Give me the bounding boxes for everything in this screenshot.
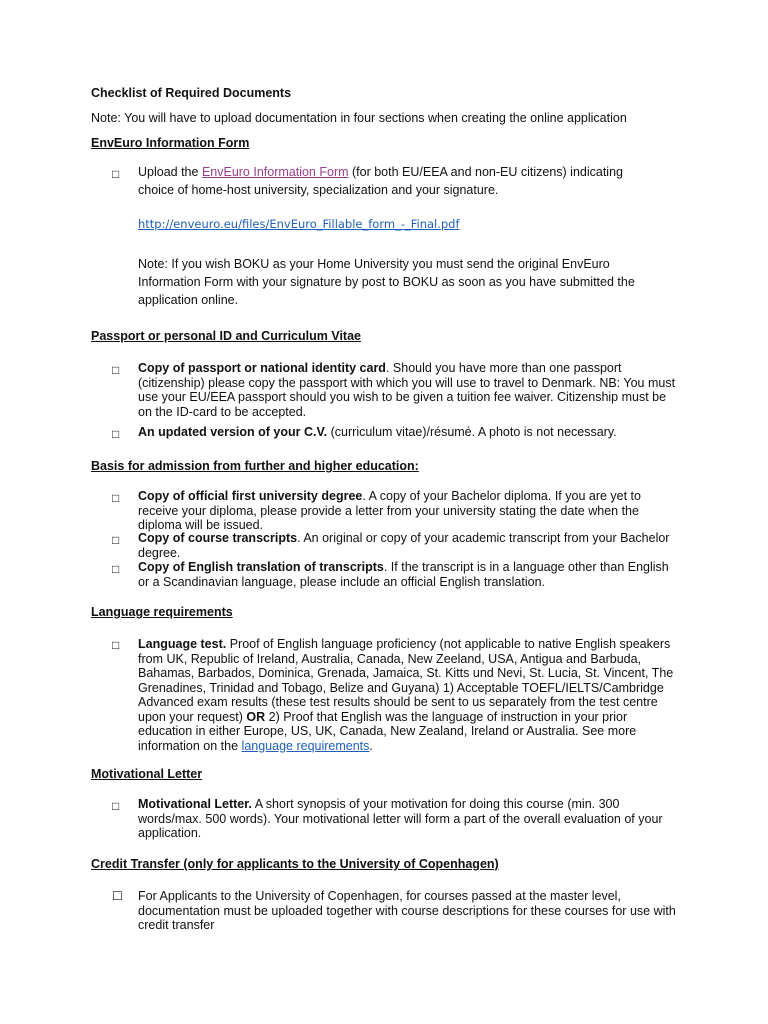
checkbox-icon: □	[112, 363, 120, 377]
list-item: Language test. Proof of English language proficiency (not applicable to native English speakers from UK, Republic of Ireland, Australia, Canada, New Zeeland, USA, Antigua and Barbuda, Bahamas, Barbados, Dominica, Grenada, Jamaica, St. Kitts und Nevi, St. Lucia, St. Vincent, The Grenadines, Trinidad and Tobago, Belize and Guyana) 1) Acceptable TOEFL/IELTS/Cambridge Advanced exam results (these test results should be sent to us separately from the test centre upon your request) OR 2) Proof that English was the language of instruction in your prior education in either Europe, US, UK, Canada, New Zealand, Ireland or Australia. See more information on the language requirements.	[138, 637, 674, 753]
section-heading-language: Language requirements	[91, 605, 233, 619]
section-heading-passport: Passport or personal ID and Curriculum Vitae	[91, 329, 361, 343]
checkbox-icon: □	[112, 167, 120, 181]
section-heading-enveuro: EnvEuro Information Form	[91, 136, 250, 150]
checkbox-icon: □	[112, 491, 120, 505]
section-heading-credit-transfer: Credit Transfer (only for applicants to the University of Copenhagen)	[91, 857, 499, 871]
checkbox-icon: □	[112, 427, 120, 441]
list-item: Copy of English translation of transcripts. If the transcript is in a language other than English or a Scandinavian language, please include an official English translation.	[138, 560, 669, 589]
section-heading-motivation: Motivational Letter	[91, 767, 203, 781]
list-item: Motivational Letter. A short synopsis of your motivation for doing this course (min. 300 words/max. 500 words). Your motivational letter will form a part of the overall evaluation of your application.	[138, 797, 663, 840]
page-title: Checklist of Required Documents	[91, 86, 292, 100]
list-item: Copy of official first university degree. A copy of your Bachelor diploma. If you are yet to receive your diploma, please provide a letter from your university stating the date when the diploma will be issued.	[138, 489, 641, 532]
list-item: For Applicants to the University of Copenhagen, for courses passed at the master level, documentation must be uploaded together with course descriptions for these courses for use with credit transfer	[138, 889, 676, 932]
list-item: An updated version of your C.V. (curriculum vitae)/résumé. A photo is not necessary.	[138, 425, 617, 439]
list-item: Copy of passport or national identity card. Should you have more than one passport (citizenship) please copy the passport with which you will use to travel to Denmark. NB: You must use your EU/EEA passport should you wish to be given a tuition fee waiver. Citizenship must be on the ID-card to be accepted.	[138, 361, 676, 419]
intro-note: Note: You will have to upload documentation in four sections when creating the online application	[91, 111, 627, 125]
checkbox-icon: ☐	[112, 889, 123, 903]
enveuro-form-url-link[interactable]: http://enveuro.eu/files/EnvEuro_Fillable_form_-_Final.pdf	[138, 217, 460, 231]
checkbox-icon: □	[112, 638, 120, 652]
boku-note: Note: If you wish BOKU as your Home University you must send the original EnvEuro Information Form with your signature by post to BOKU as soon as you have submitted the application online.	[138, 257, 635, 307]
list-item: Copy of course transcripts. An original or copy of your academic transcript from your Bachelor degree.	[138, 531, 670, 560]
checkbox-icon: □	[112, 799, 120, 813]
checkbox-icon: □	[112, 533, 120, 547]
section-heading-admission: Basis for admission from further and higher education:	[91, 459, 419, 473]
list-item: Upload the EnvEuro Information Form (for both EU/EEA and non-EU citizens) indicating choice of home-host university, specialization and your signature.	[138, 165, 623, 197]
language-requirements-link[interactable]: language requirements	[241, 738, 370, 753]
enveuro-form-link[interactable]: EnvEuro Information Form	[201, 165, 349, 179]
checkbox-icon: □	[112, 562, 120, 576]
